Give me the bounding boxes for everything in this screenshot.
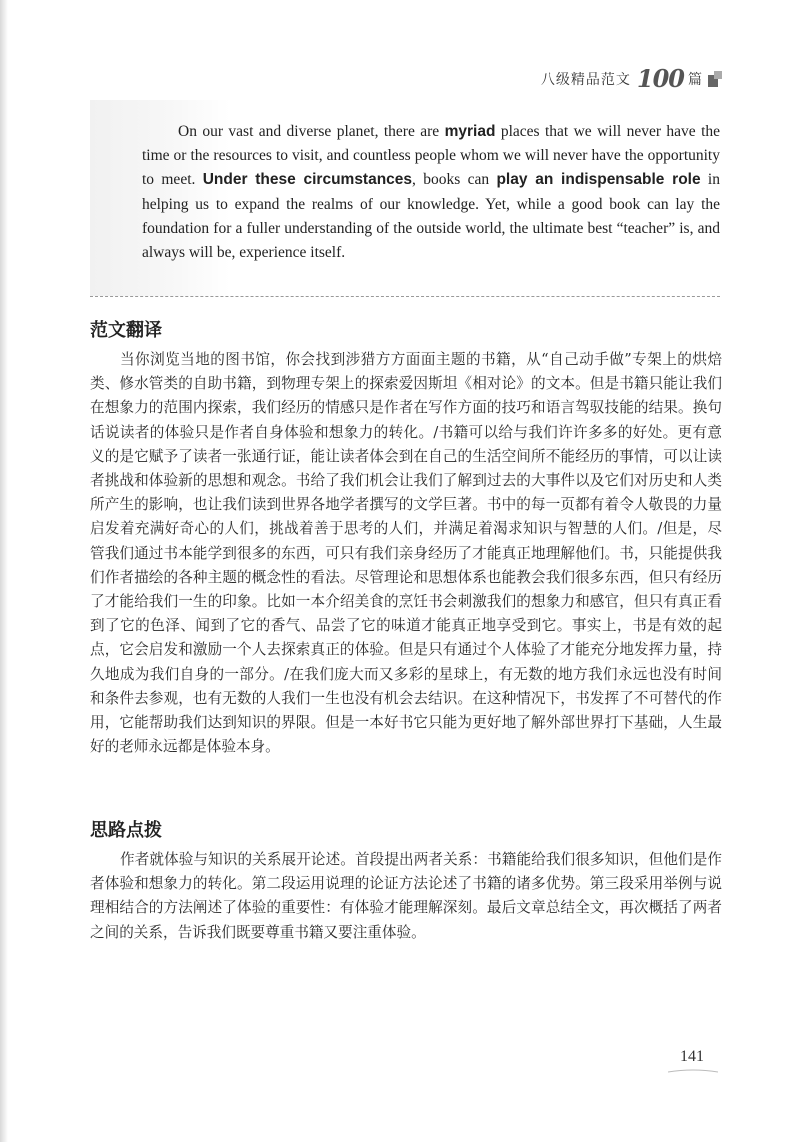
essay-text: , books can (412, 171, 497, 189)
page-edge (0, 0, 8, 1142)
page-number: 141 (680, 1048, 704, 1065)
running-header (541, 64, 722, 93)
translation-text: 当你浏览当地的图书馆，你会找到涉猎方方面面主题的书籍，从“自己动手做”专架上的烘焙类、修水管类的自助书籍，到物理专架上的探索爱因斯坦《相对论》的文本。但是书籍只能让我们在想象力的范围内探索，我们经历的情感只是作者在写作方面的技巧和语言驾驭技能的结果。换句话说读者的体验只是作者自身体验和想象力的转化。/书籍可以给与我们许许多多的好处。更有意义的是它赋予了读者一张通行证，能让读者体会到在自己的生活空间所不能经历的事情，可以让读者挑战和体验新的思想和观念。书给了我们机会让我们了解到过去的大事件以及它们对历史和人类所产生的影响，也让我们读到世界各地学者撰写的文学巨著。书中的每一页都有着令人敬畏的力量启发着充满好奇心的人们，挑战着善于思考的人们，并满足着渴求知识与智慧的人们。/但是，尽管我们通过书本能学到很多的东西，可只有我们亲身经历了才能真正地理解他们。书，只能提供我们作者描绘的各种主题的概念性的看法。尽管理论和思想体系也能教会我们很多东西，但只有经历了才能给我们一生的印象。比如一本介绍美食的烹饪书会刺激我们的想象力和感官，但只有真正看到了它的色泽、闻到了它的香气、品尝了它的味道才能真正地享受到它。事实上，书是有效的起点，它会启发和激励一个人去探索真正的体验。但是只有通过个人体验了才能充分地发挥力量，持久地成为我们自身的一部分。/在我们庞大而又多彩的星球上，有无数的地方我们永远也没有时间和条件去参观，也有无数的人我们一生也没有机会去结识。在这种情况下，书发挥了不可替代的作用，它能帮助我们达到知识的界限。但是一本好书它只能为更好地了解外部世界打下基础，人生最好的老师永远都是体验本身。 (90, 351, 722, 756)
header-decoration-icon (708, 71, 722, 87)
header-title: 八级精品范文 (540, 71, 631, 88)
essay-highlight: play an indispensable role (496, 171, 701, 189)
translation-body (90, 348, 722, 759)
essay-divider (90, 296, 720, 297)
analysis-heading: 思路点拨 (90, 820, 162, 841)
essay-paragraph (142, 120, 720, 265)
essay-text: places that we will never have the time or the resources to visit, and countless people whom we will never have the opportunity to meet. (142, 123, 721, 189)
header-suffix: 篇 (688, 71, 702, 88)
essay-highlight: Under these circumstances (202, 171, 413, 189)
essay-text: On our vast and diverse planet, there are (178, 123, 445, 140)
translation-heading: 范文翻译 (90, 320, 162, 341)
essay-highlight: myriad (444, 123, 496, 140)
essay-text: in helping us to expand the realms of our knowledge. Yet, while a good book can lay the foundation for a fuller understanding of the outside world, the ultimate best “teacher” is, and always will be, experience itself. (142, 171, 720, 262)
page-number-swash (668, 1068, 718, 1074)
analysis-text: 作者就体验与知识的关系展开论述。首段提出两者关系：书籍能给我们很多知识，但他们是作者体验和想象力的转化。第二段运用说理的论证方法论述了书籍的诸多优势。第三段采用举例与说理相结合的方法阐述了体验的重要性：有体验才能理解深刻。最后文章总结全文，再次概括了两者之间的关系，告诉我们既要尊重书籍又要注重体验。 (90, 851, 722, 941)
header-number: 100 (636, 64, 684, 93)
analysis-body (90, 848, 722, 945)
